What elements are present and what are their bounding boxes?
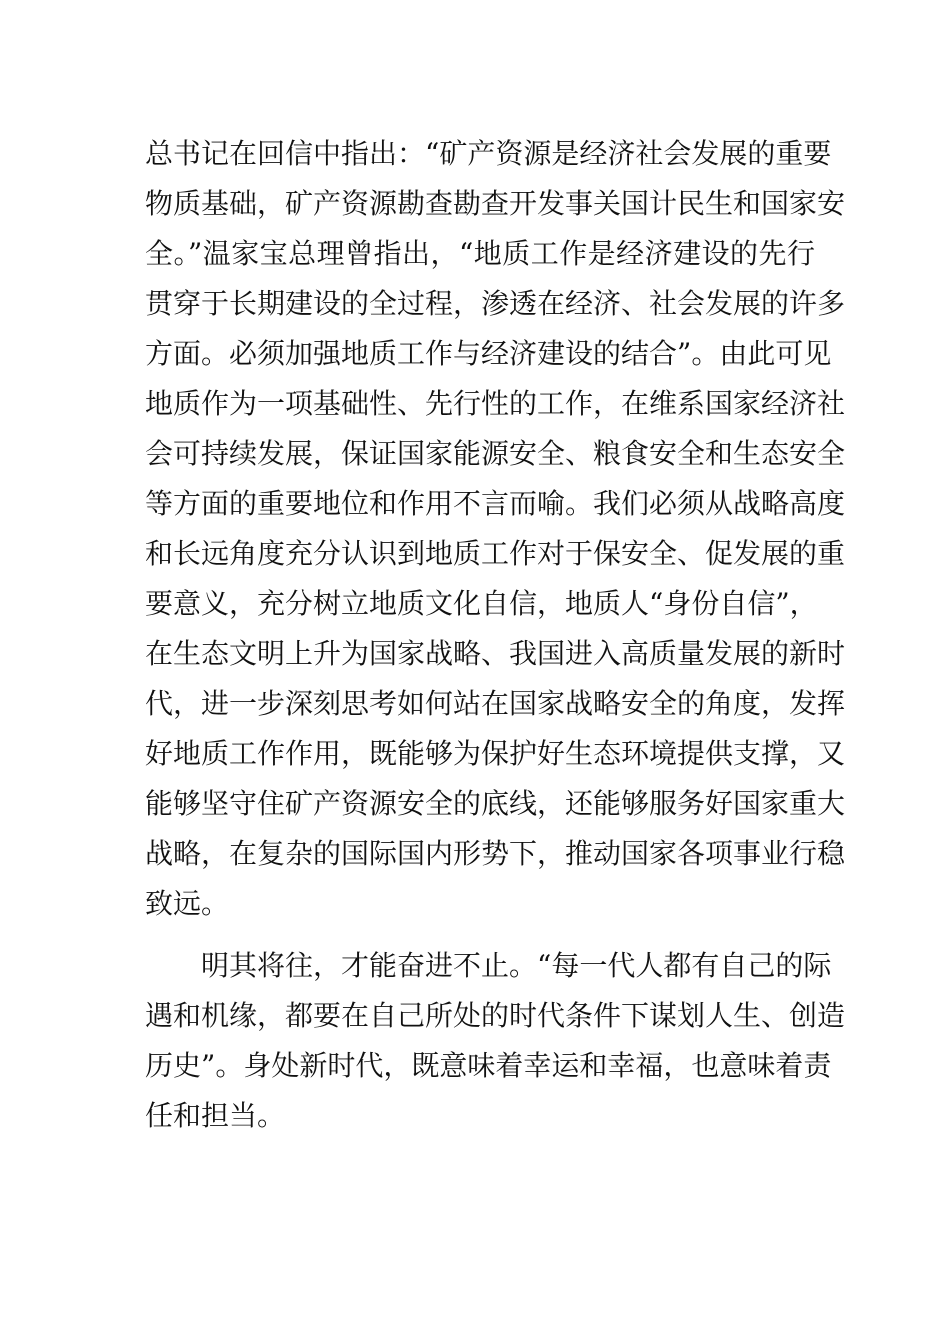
text-line: 贯穿于长期建设的全过程，渗透在经济、社会发展的许多 [145,287,846,320]
text-line: 和长远角度充分认识到地质工作对于保安全、促发展的重 [145,537,846,570]
text-line: 在生态文明上升为国家战略、我国进入高质量发展的新时 [145,637,846,670]
text-line: 能够坚守住矿产资源安全的底线，还能够服务好国家重大 [145,787,846,820]
text-line: 好地质工作作用，既能够为保护好生态环境提供支撑，又 [145,737,846,770]
paragraph-spacer [145,929,815,941]
text-line: 战略，在复杂的国际国内形势下，推动国家各项事业行稳 [145,837,846,870]
text-line-last: 任和担当。 [145,1099,286,1132]
text-line: 会可持续发展，保证国家能源安全、粮食安全和生态安全 [145,437,846,470]
text-line: 全。”温家宝总理曾指出，“地质工作是经济建设的先行 [145,237,815,270]
text-line: 要意义，充分树立地质文化自信，地质人“身份自信”， [145,587,818,620]
paragraph-2 [145,941,846,1141]
paragraph-1 [145,129,846,929]
text-line: 代，进一步深刻思考如何站在国家战略安全的角度，发挥 [145,687,846,720]
text-line: 等方面的重要地位和作用不言而喻。我们必须从战略高度 [145,487,846,520]
text-line: 遇和机缘，都要在自己所处的时代条件下谋划人生、创造 [145,999,846,1032]
text-line: 物质基础，矿产资源勘查勘查开发事关国计民生和国家安 [145,187,846,220]
text-line: 地质作为一项基础性、先行性的工作，在维系国家经济社 [145,387,846,420]
document-body [145,129,846,1141]
text-line: 历史”。身处新时代，既意味着幸运和幸福，也意味着责 [145,1049,832,1082]
text-line: 总书记在回信中指出：“矿产资源是经济社会发展的重要 [145,137,832,170]
text-line-last: 致远。 [145,887,230,920]
text-line: 方面。必须加强地质工作与经济建设的结合”。由此可见 [145,337,832,370]
text-line-indented: 明其将往，才能奋进不止。“每一代人都有自己的际 [201,949,832,982]
